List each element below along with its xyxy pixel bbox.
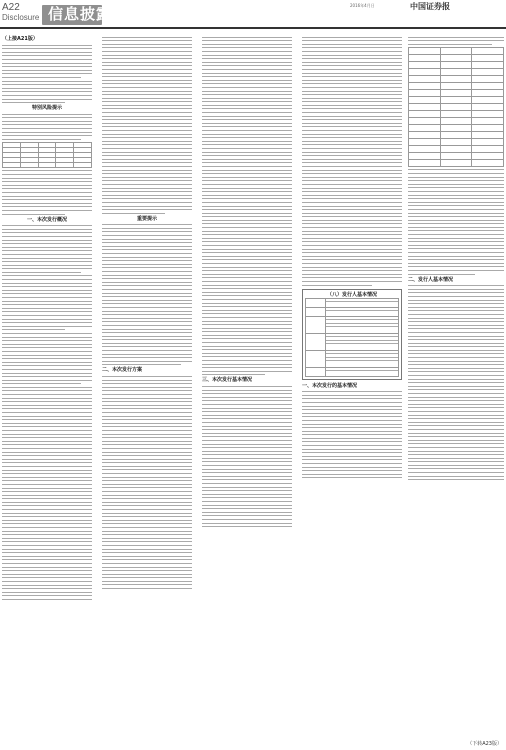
- section-english-label: Disclosure: [2, 13, 40, 22]
- column-2-heading-1: 重要提示: [136, 215, 157, 222]
- column-5-table: [408, 47, 504, 167]
- column-2-heading-2: 二、本次发行方案: [102, 367, 143, 374]
- column-1-heading-1: （上接A21版）: [2, 36, 38, 42]
- page-title: 信息披露: [48, 5, 113, 23]
- continuation-note: （下转A23版）: [467, 741, 502, 747]
- section-code: A22: [2, 2, 20, 13]
- issue-date: 2016年4月日: [350, 3, 375, 8]
- column-4: [302, 34, 402, 739]
- issuer-info-box: [302, 289, 402, 380]
- column-1-heading-2: 特别风险提示: [31, 105, 62, 112]
- newspaper-name: 中国证券报: [410, 1, 450, 11]
- column-5-heading-1: 二、发行人基本情况: [408, 276, 454, 283]
- page-header: [0, 0, 506, 28]
- column-1: [2, 34, 92, 739]
- column-1-heading-3: 一、本次发行概况: [26, 216, 67, 223]
- issuer-info-table: [305, 298, 399, 377]
- column-4-heading-1: 一、本次发行的基本情况: [302, 382, 358, 389]
- column-3: [202, 34, 292, 739]
- column-3-heading-1: 三、本次发行基本情况: [202, 377, 253, 384]
- column-1-table: [2, 142, 92, 168]
- column-5: [408, 34, 504, 739]
- issuer-info-title: （八）发行人基本情况: [326, 291, 377, 298]
- header-rule: [0, 27, 506, 29]
- column-2: [102, 34, 192, 739]
